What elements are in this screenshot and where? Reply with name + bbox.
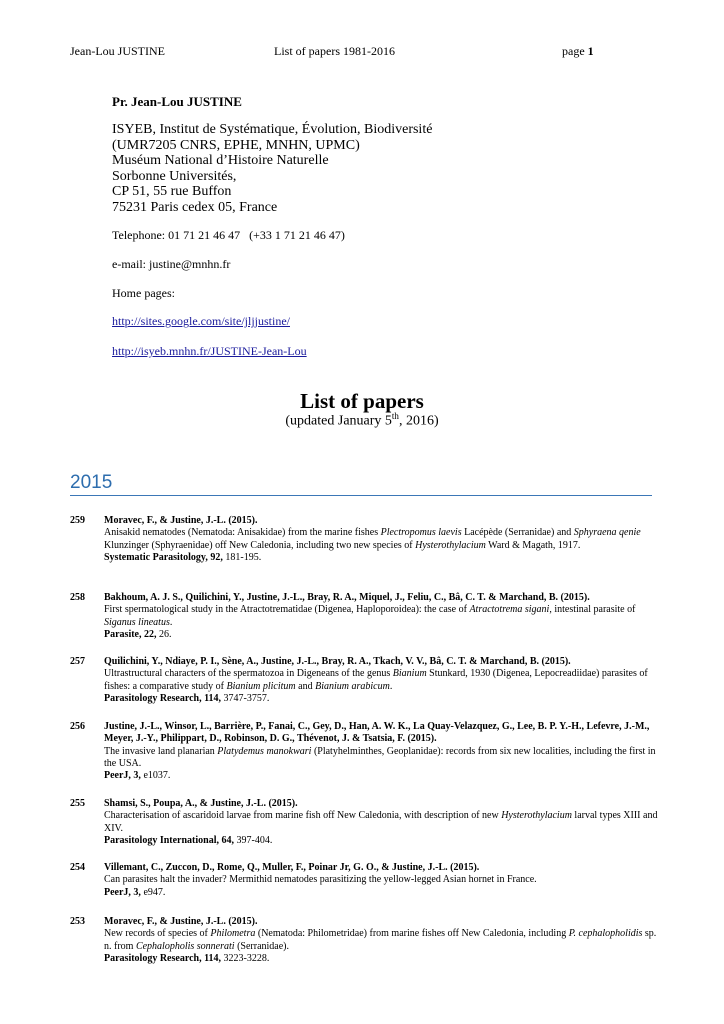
paper-pages: 181-195. [222, 551, 262, 563]
header-page-number: 1 [587, 44, 594, 58]
paper-journal: Parasitology International, 64, [104, 834, 234, 846]
paper-pages: 397-404. [234, 834, 273, 846]
title-segment: Cephalopholis sonnerati [135, 940, 235, 952]
paper-title [104, 928, 660, 953]
paper-pages: 3223-3228. [221, 952, 270, 964]
title-segment: Ward & Magath, 1917. [485, 539, 581, 551]
paper-journal: Parasite, 22, [104, 628, 157, 640]
address-line: Muséum National d’Histoire Naturelle [112, 153, 329, 169]
paper-number: 258 [70, 592, 85, 603]
title-segment: Hysterothylacium [415, 539, 486, 551]
address-line: CP 51, 55 rue Buffon [112, 184, 232, 200]
paper-title [104, 527, 660, 552]
telephone: Telephone: 01 71 21 46 47 (+33 1 71 21 46 47) [112, 228, 345, 242]
title-segment: P. cephalopholidis [568, 928, 643, 940]
title-segment: Sphyraena qenie [573, 527, 641, 539]
paper-pages: 3747-3757. [221, 692, 270, 704]
address-line: ISYEB, Institut de Systématique, Évolution, Biodiversité [112, 122, 433, 137]
year-heading: 2015 [70, 472, 113, 493]
page-title: List of papers [300, 389, 424, 413]
paper-authors: Shamsi, S., Poupa, A., & Justine, J.-L. (2015). [104, 798, 298, 809]
title-segment: Stunkard, 1930 (Digenea, Lepocreadiidae) parasites of fishes: a comparative study of [104, 668, 648, 692]
address-line: (UMR7205 CNRS, EPHE, MNHN, UPMC) [112, 137, 360, 153]
header-page [562, 44, 594, 59]
paper-title [104, 604, 660, 629]
email: e-mail: justine@mnhn.fr [112, 257, 231, 271]
title-segment: Ultrastructural characters of the spermatozoa in Digeneans of the genus [104, 668, 393, 680]
paper-entry [70, 916, 660, 965]
paper-journal: PeerJ, 3, [104, 770, 141, 782]
title-segment: Bianium arabicum [315, 680, 390, 692]
author-name: Pr. Jean-Lou JUSTINE [112, 94, 242, 109]
homepage-link-google[interactable]: http://sites.google.com/site/jljjustine/ [112, 314, 290, 328]
paper-pages: e1037. [140, 770, 171, 782]
title-segment: First spermatological study in the Atractotrematidae (Digenea, Haploporoidea): the case of [104, 604, 470, 616]
paper-authors: Quilichini, Y., Ndiaye, P. I., Sène, A., Justine, J.-L., Bray, R. A., Tkach, V. V., Bâ, C. T. & Marchand, B. (2015). [104, 656, 571, 667]
title-segment: (Platyhelminthes, Geoplanidae): records from six new localities, including the first in the USA. [104, 745, 656, 769]
paper-title [104, 810, 660, 835]
title-segment: Hysterothylacium [501, 810, 572, 822]
address-line: Sorbonne Universités, [112, 168, 237, 184]
homepage-link-isyeb[interactable]: http://isyeb.mnhn.fr/JUSTINE-Jean-Lou [112, 344, 307, 358]
title-segment: Anisakid nematodes (Nematoda: Anisakidae) from the marine fishes [104, 527, 381, 539]
paper-title [104, 668, 660, 693]
paper-number: 255 [70, 798, 85, 809]
title-segment: Klunzinger (Sphyraenidae) off New Caledonia, including two new species of [104, 539, 416, 551]
title-segment: Plectropomus laevis [380, 527, 462, 539]
paper-journal: PeerJ, 3, [104, 886, 141, 898]
updated-text: (updated January 5 [285, 413, 392, 429]
updated-sup: th [391, 411, 399, 421]
paper-journal: Parasitology Research, 114, [104, 692, 222, 704]
paper-number: 254 [70, 862, 85, 873]
paper-journal: Systematic Parasitology, 92, [104, 551, 223, 563]
paper-authors: Moravec, F., & Justine, J.-L. (2015). [104, 515, 258, 526]
title-segment: larval types XIII and XIV. [104, 810, 658, 834]
paper-authors: Moravec, F., & Justine, J.-L. (2015). [104, 916, 258, 927]
paper-entry [70, 862, 660, 899]
title-segment: . [169, 616, 173, 628]
paper-authors: Bakhoum, A. J. S., Quilichini, Y., Justine, J.-L., Bray, R. A., Miquel, J., Feliu, C., Bâ, C. T. & Marchand, B. (2015). [104, 592, 590, 603]
title-segment: Characterisation of ascaridoid larvae from marine fish off New Caledonia, with description of new [104, 810, 502, 822]
title-segment: Lacépède (Serranidae) and [461, 527, 574, 539]
paper-pages: e947. [140, 886, 166, 898]
paper-number: 259 [70, 515, 85, 526]
updated-date [0, 411, 724, 430]
title-segment: Siganus lineatus [104, 616, 170, 628]
address-block [112, 122, 432, 216]
title-segment: The invasive land planarian [104, 745, 218, 757]
title-segment: Can parasites halt the invader? Mermithid nematodes parasitizing the yellow-legged Asian hornet in France. [104, 874, 537, 886]
paper-title [104, 874, 660, 886]
address-line: 75231 Paris cedex 05, France [112, 199, 278, 215]
paper-pages: 26. [156, 628, 172, 640]
title-segment: Atractotrema sigani [469, 604, 550, 616]
title-segment: Bianium [392, 668, 427, 680]
title-segment: Platydemus manokwari [217, 745, 312, 757]
title-segment: (Nematoda: Philometridae) from marine fishes off New Caledonia, including [255, 928, 569, 940]
paper-number: 257 [70, 656, 85, 667]
title-segment: . [389, 680, 393, 692]
header-page-label: page [562, 44, 588, 58]
title-segment: , intestinal parasite of [549, 604, 636, 616]
title-segment: Philometra [210, 928, 256, 940]
title-segment: and [295, 680, 316, 692]
title-segment: sp. n. from [104, 928, 657, 952]
paper-entry [70, 592, 660, 641]
title-segment: (Serranidae). [234, 940, 289, 952]
paper-entry [70, 656, 660, 705]
year-divider [70, 495, 652, 496]
updated-text-end: , 2016) [398, 413, 439, 429]
paper-authors: Villemant, C., Zuccon, D., Rome, Q., Muller, F., Poinar Jr, G. O., & Justine, J.-L. (2015). [104, 862, 480, 873]
title-segment: New records of species of [104, 928, 211, 940]
paper-entry [70, 721, 660, 782]
paper-number: 253 [70, 916, 85, 927]
paper-authors: Justine, J.-L., Winsor, L., Barrière, P., Fanai, C., Gey, D., Han, A. W. K., La Quay-Velazquez, G., Lee, B. P. Y.-H., Lefevre, J.-M., Meyer, J.-Y., Philippart, D., Robinson, D. G., Thévenot, J. & Tsatsia, F. (2015). [104, 721, 650, 745]
title-segment: Bianium plicitum [226, 680, 296, 692]
paper-title [104, 746, 660, 771]
paper-journal: Parasitology Research, 114, [104, 952, 222, 964]
paper-number: 256 [70, 721, 85, 732]
header-title: List of papers 1981-2016 [274, 44, 395, 58]
home-pages-label: Home pages: [112, 286, 175, 300]
header-author: Jean-Lou JUSTINE [70, 44, 165, 58]
paper-entry [70, 515, 660, 564]
paper-entry [70, 798, 660, 847]
